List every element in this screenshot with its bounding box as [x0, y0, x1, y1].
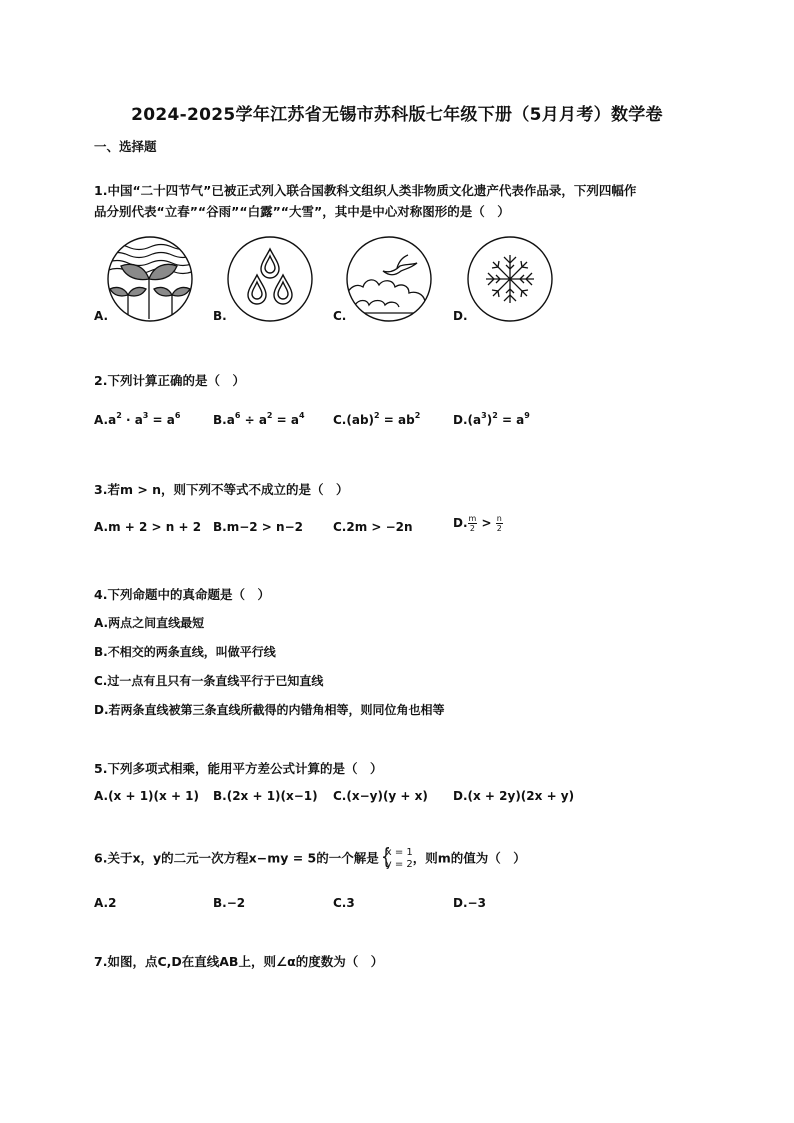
q5-stem: 5.下列多项式相乘，能用平方差公式计算的是（ ） [94, 761, 383, 776]
q3-option-d: D. $\frac{m}{2}$ > $\frac{n}{2}$ [453, 514, 502, 533]
section-heading: 一、选择题 [94, 139, 157, 154]
q1-stem-line1: 1.中国“二十四节气”已被正式列入联合国教科文组织人类非物质文化遗产代表作品录，下列四幅作 [94, 183, 637, 198]
water-drops-icon [226, 235, 314, 323]
q5-option-d: D.(x + 2y)(2x + y) [453, 789, 575, 803]
q1-stem-line2: 品分别代表“立春”“谷雨”“白露”“大雪”，其中是中心对称图形的是（ ） [94, 204, 510, 219]
q1-option-a-label: A. [94, 309, 109, 323]
q4-option-b: B.不相交的两条直线，叫做平行线 [94, 645, 276, 659]
q4-option-a: A.两点之间直线最短 [94, 616, 205, 630]
q6-option-a: A.2 [94, 896, 117, 910]
bird-cloud-icon [345, 235, 433, 323]
snowflake-icon [466, 235, 554, 323]
q1-option-d-label: D. [453, 309, 468, 323]
q2-option-d: $D.(a^3)^2 = a^9$ [453, 411, 530, 427]
q2-option-a: $A.a^2 \cdot a^3 = a^6$ [94, 411, 181, 427]
q5-option-a: A.(x + 1)(x + 1) [94, 789, 200, 803]
q5-option-c: C.(x−y)(y + x) [333, 789, 428, 803]
q6-option-d: D.−3 [453, 896, 486, 910]
q4-option-d: D.若两条直线被第三条直线所截得的内错角相等，则同位角也相等 [94, 703, 445, 717]
q2-stem: 2.下列计算正确的是（ ） [94, 373, 245, 388]
sprout-icon [106, 235, 194, 323]
q4-stem: 4.下列命题中的真命题是（ ） [94, 587, 270, 602]
q3-option-b: B.m−2 > n−2 [213, 520, 303, 534]
q5-option-b: B.(2x + 1)(x−1) [213, 789, 318, 803]
q6-stem: 6.关于x，y的二元一次方程x−my = 5的一个解是 { x = 1 y = 2 ，则m的值为（ ） [94, 845, 526, 870]
q7-stem: 7.如图，点C,D在直线AB上，则∠α的度数为（ ） [94, 954, 384, 969]
q2-option-c: $C.(ab)^2 = ab^2$ [333, 411, 421, 427]
page-title: 2024-2025学年江苏省无锡市苏科版七年级下册（5月月考）数学卷 [131, 105, 663, 125]
q6-option-c: C.3 [333, 896, 355, 910]
q6-option-b: B.−2 [213, 896, 246, 910]
q3-option-a: A.m + 2 > n + 2 [94, 520, 202, 534]
equation-system: { x = 1 y = 2 [380, 845, 413, 870]
q1-option-b-label: B. [213, 309, 227, 323]
q2-option-b: $B.a^6 \div a^2 = a^4$ [213, 411, 305, 427]
q4-option-c: C.过一点有且只有一条直线平行于已知直线 [94, 674, 324, 688]
q1-option-c-label: C. [333, 309, 347, 323]
q3-stem: 3.若m > n，则下列不等式不成立的是（ ） [94, 482, 349, 497]
q3-option-c: C.2m > −2n [333, 520, 413, 534]
